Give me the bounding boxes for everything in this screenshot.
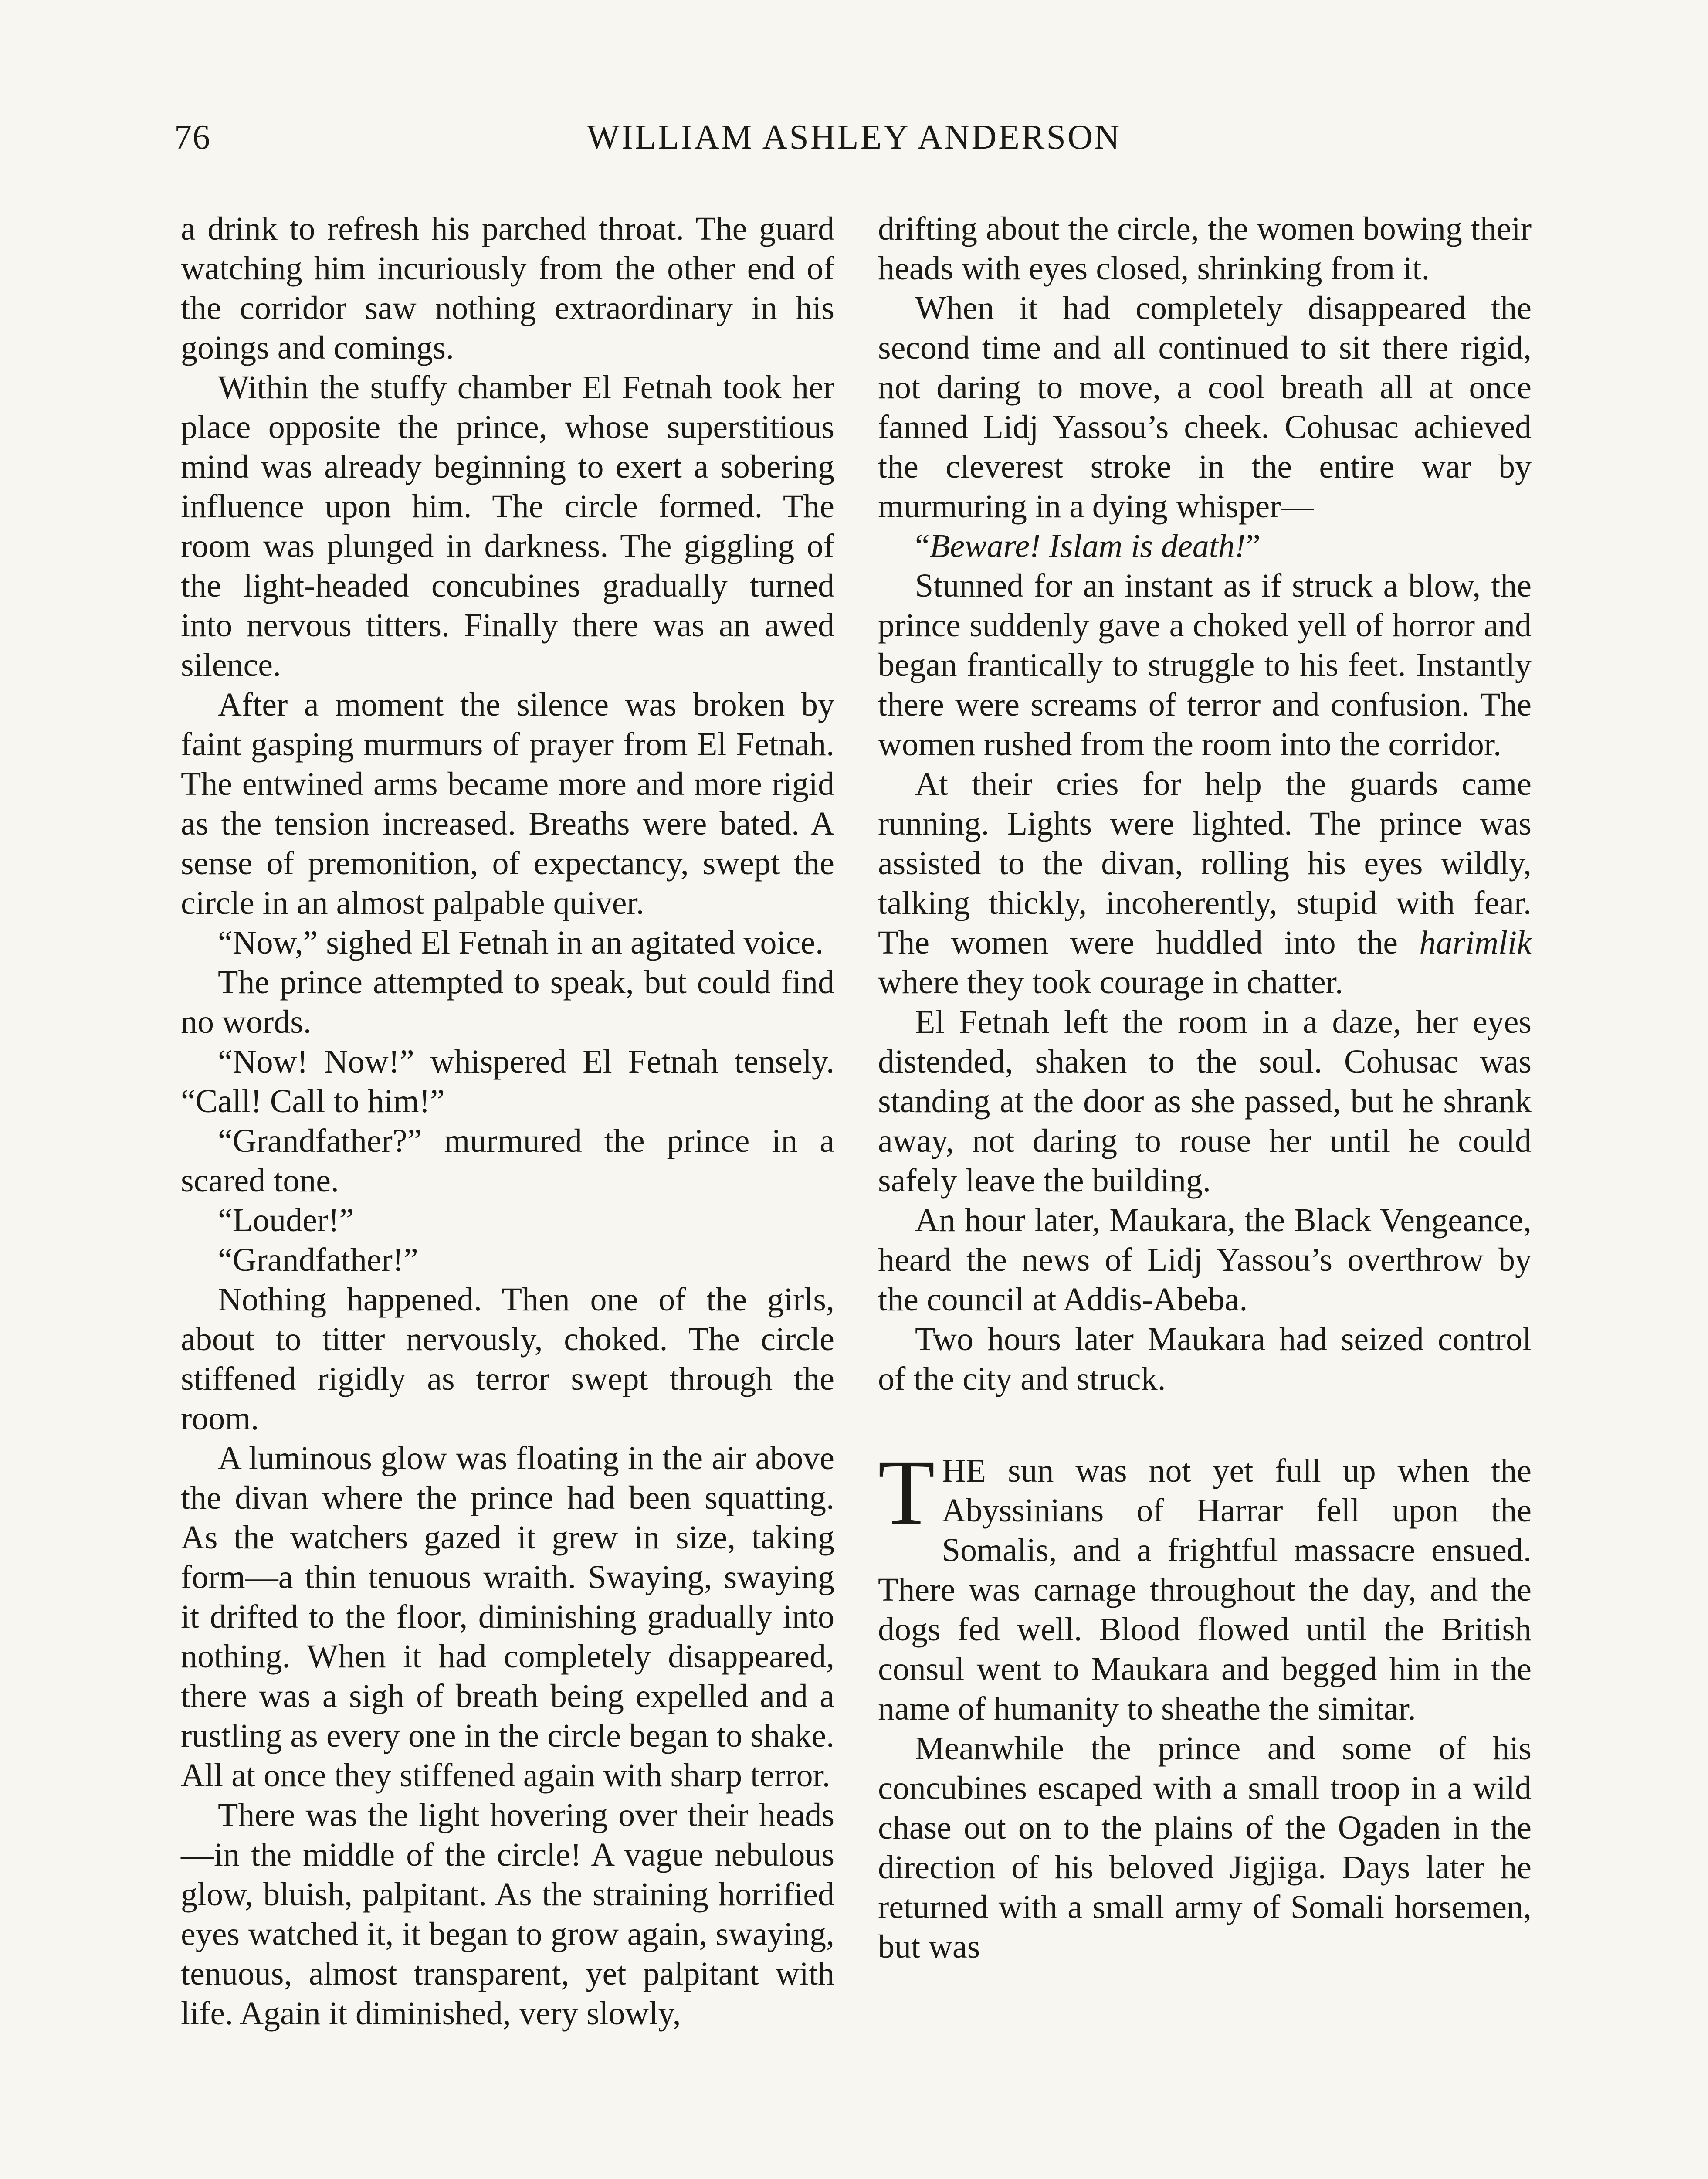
paragraph: After a moment the silence was broken by faint gasping murmurs of prayer from El Fetnah. The entwined arms became more and more rigid as the tension increased. Breaths were bated. A sense of premonition, of expectancy, swept the circle in an almost palpable quiver. — [181, 686, 834, 921]
paragraph: There was the light hovering over their heads—in the middle of the circle! A vague nebulous glow, bluish, palpitant. As the straining horrified eyes watched it, it began to grow again, swaying, tenuous, almost transparent, yet palpitant with life. Again it diminished, very slowly, — [181, 1797, 834, 2032]
paragraph: An hour later, Maukara, the Black Vengeance, heard the news of Lidj Yassou’s overthrow by the council at Addis-Abeba. — [878, 1202, 1532, 1318]
page-number: 76 — [174, 118, 211, 156]
left-column — [181, 209, 834, 2033]
paragraph: El Fetnah left the room in a daze, her eyes distended, shaken to the soul. Cohusac was standing at the door as she passed, but he shrank away, not daring to rouse her until he could safely leave the building. — [878, 1004, 1532, 1199]
paragraph: Within the stuffy chamber El Fetnah took her place opposite the prince, whose superstitious mind was already beginning to exert a sobering influence upon him. The circle formed. The room was plunged in darkness. The giggling of the light-headed concubines gradually turned into nervous titters. Finally there was an awed silence. — [181, 369, 834, 683]
section-start-paragraph — [878, 1441, 1532, 1729]
quoted-whisper — [878, 526, 1532, 566]
close-quote: ” — [1246, 528, 1261, 564]
paragraph — [878, 764, 1532, 1002]
paragraph: “Grandfather?” murmured the prince in a scared tone. — [181, 1123, 834, 1199]
paragraph: drifting about the circle, the women bowing their heads with eyes closed, shrinking from it. — [878, 210, 1532, 287]
drop-cap: T — [878, 1441, 935, 1544]
paragraph: A luminous glow was floating in the air above the divan where the prince had been squatting. As the watchers gazed it grew in size, taking form—a thin tenuous wraith. Swaying, swaying it drifted to the floor, diminishing gradually into nothing. When it had completely disappeared, there was a sigh of breath being expelled and a rustling as every one in the circle began to shake. All at once they stiffened again with sharp terror. — [181, 1440, 834, 1794]
paragraph-text: At their cries for help the guards came running. Lights were lighted. The prince was assisted to the divan, rolling his eyes wildly, talking thickly, incoherently, stupid with fear. The women were huddled into the — [878, 766, 1532, 961]
paragraph-text: where they took courage in chatter. — [878, 964, 1343, 1001]
paragraph: a drink to refresh his parched throat. The guard watching him incuriously from the other end of the corridor saw nothing extraordinary in his goings and comings. — [181, 210, 834, 366]
paragraph: “Louder!” — [218, 1202, 354, 1239]
paragraph: Stunned for an instant as if struck a blow, the prince suddenly gave a choked yell of horror and began frantically to struggle to his feet. Instantly there were screams of terror and confusion. The women rushed from the room into the corridor. — [878, 567, 1532, 763]
italic-term: harimlik — [1419, 924, 1532, 961]
paragraph: “Now! Now!” whispered El Fetnah tensely. “Call! Call to him!” — [181, 1043, 834, 1120]
right-column — [878, 209, 1532, 1967]
paragraph: “Grandfather!” — [218, 1242, 418, 1278]
paragraph: Two hours later Maukara had seized control of the city and struck. — [878, 1321, 1532, 1397]
whisper-text: Beware! Islam is death! — [929, 528, 1246, 564]
paragraph: “Now,” sighed El Fetnah in an agitated voice. — [218, 924, 824, 961]
paragraph: Meanwhile the prince and some of his concubines escaped with a small troop in a wild chase out on to the plains of the Ogaden in the direction of his beloved Jigjiga. Days later he returned with a small army of Somali horsemen, but was — [878, 1730, 1532, 1965]
paragraph: Nothing happened. Then one of the girls, about to titter nervously, choked. The circle stiffened rigidly as terror swept through the room. — [181, 1281, 834, 1437]
running-head: WILLIAM ASHLEY ANDERSON — [586, 118, 1122, 156]
paragraph-text: HE sun was not yet full up when the Abyssinians of Harrar fell upon the Somalis, and a frightful massacre ensued. There was carnage throughout the day, and the dogs fed well. Blood flowed until the British consul went to Maukara and begged him in the name of humanity to sheathe the simitar. — [878, 1453, 1532, 1727]
paragraph: The prince attempted to speak, but could find no words. — [181, 964, 834, 1040]
paragraph: When it had completely disappeared the second time and all continued to sit there rigid, not daring to move, a cool breath all at once fanned Lidj Yassou’s cheek. Cohusac achieved the cleverest stroke in the entire war by murmuring in a dying whisper— — [878, 290, 1532, 525]
open-quote: “ — [915, 528, 930, 564]
